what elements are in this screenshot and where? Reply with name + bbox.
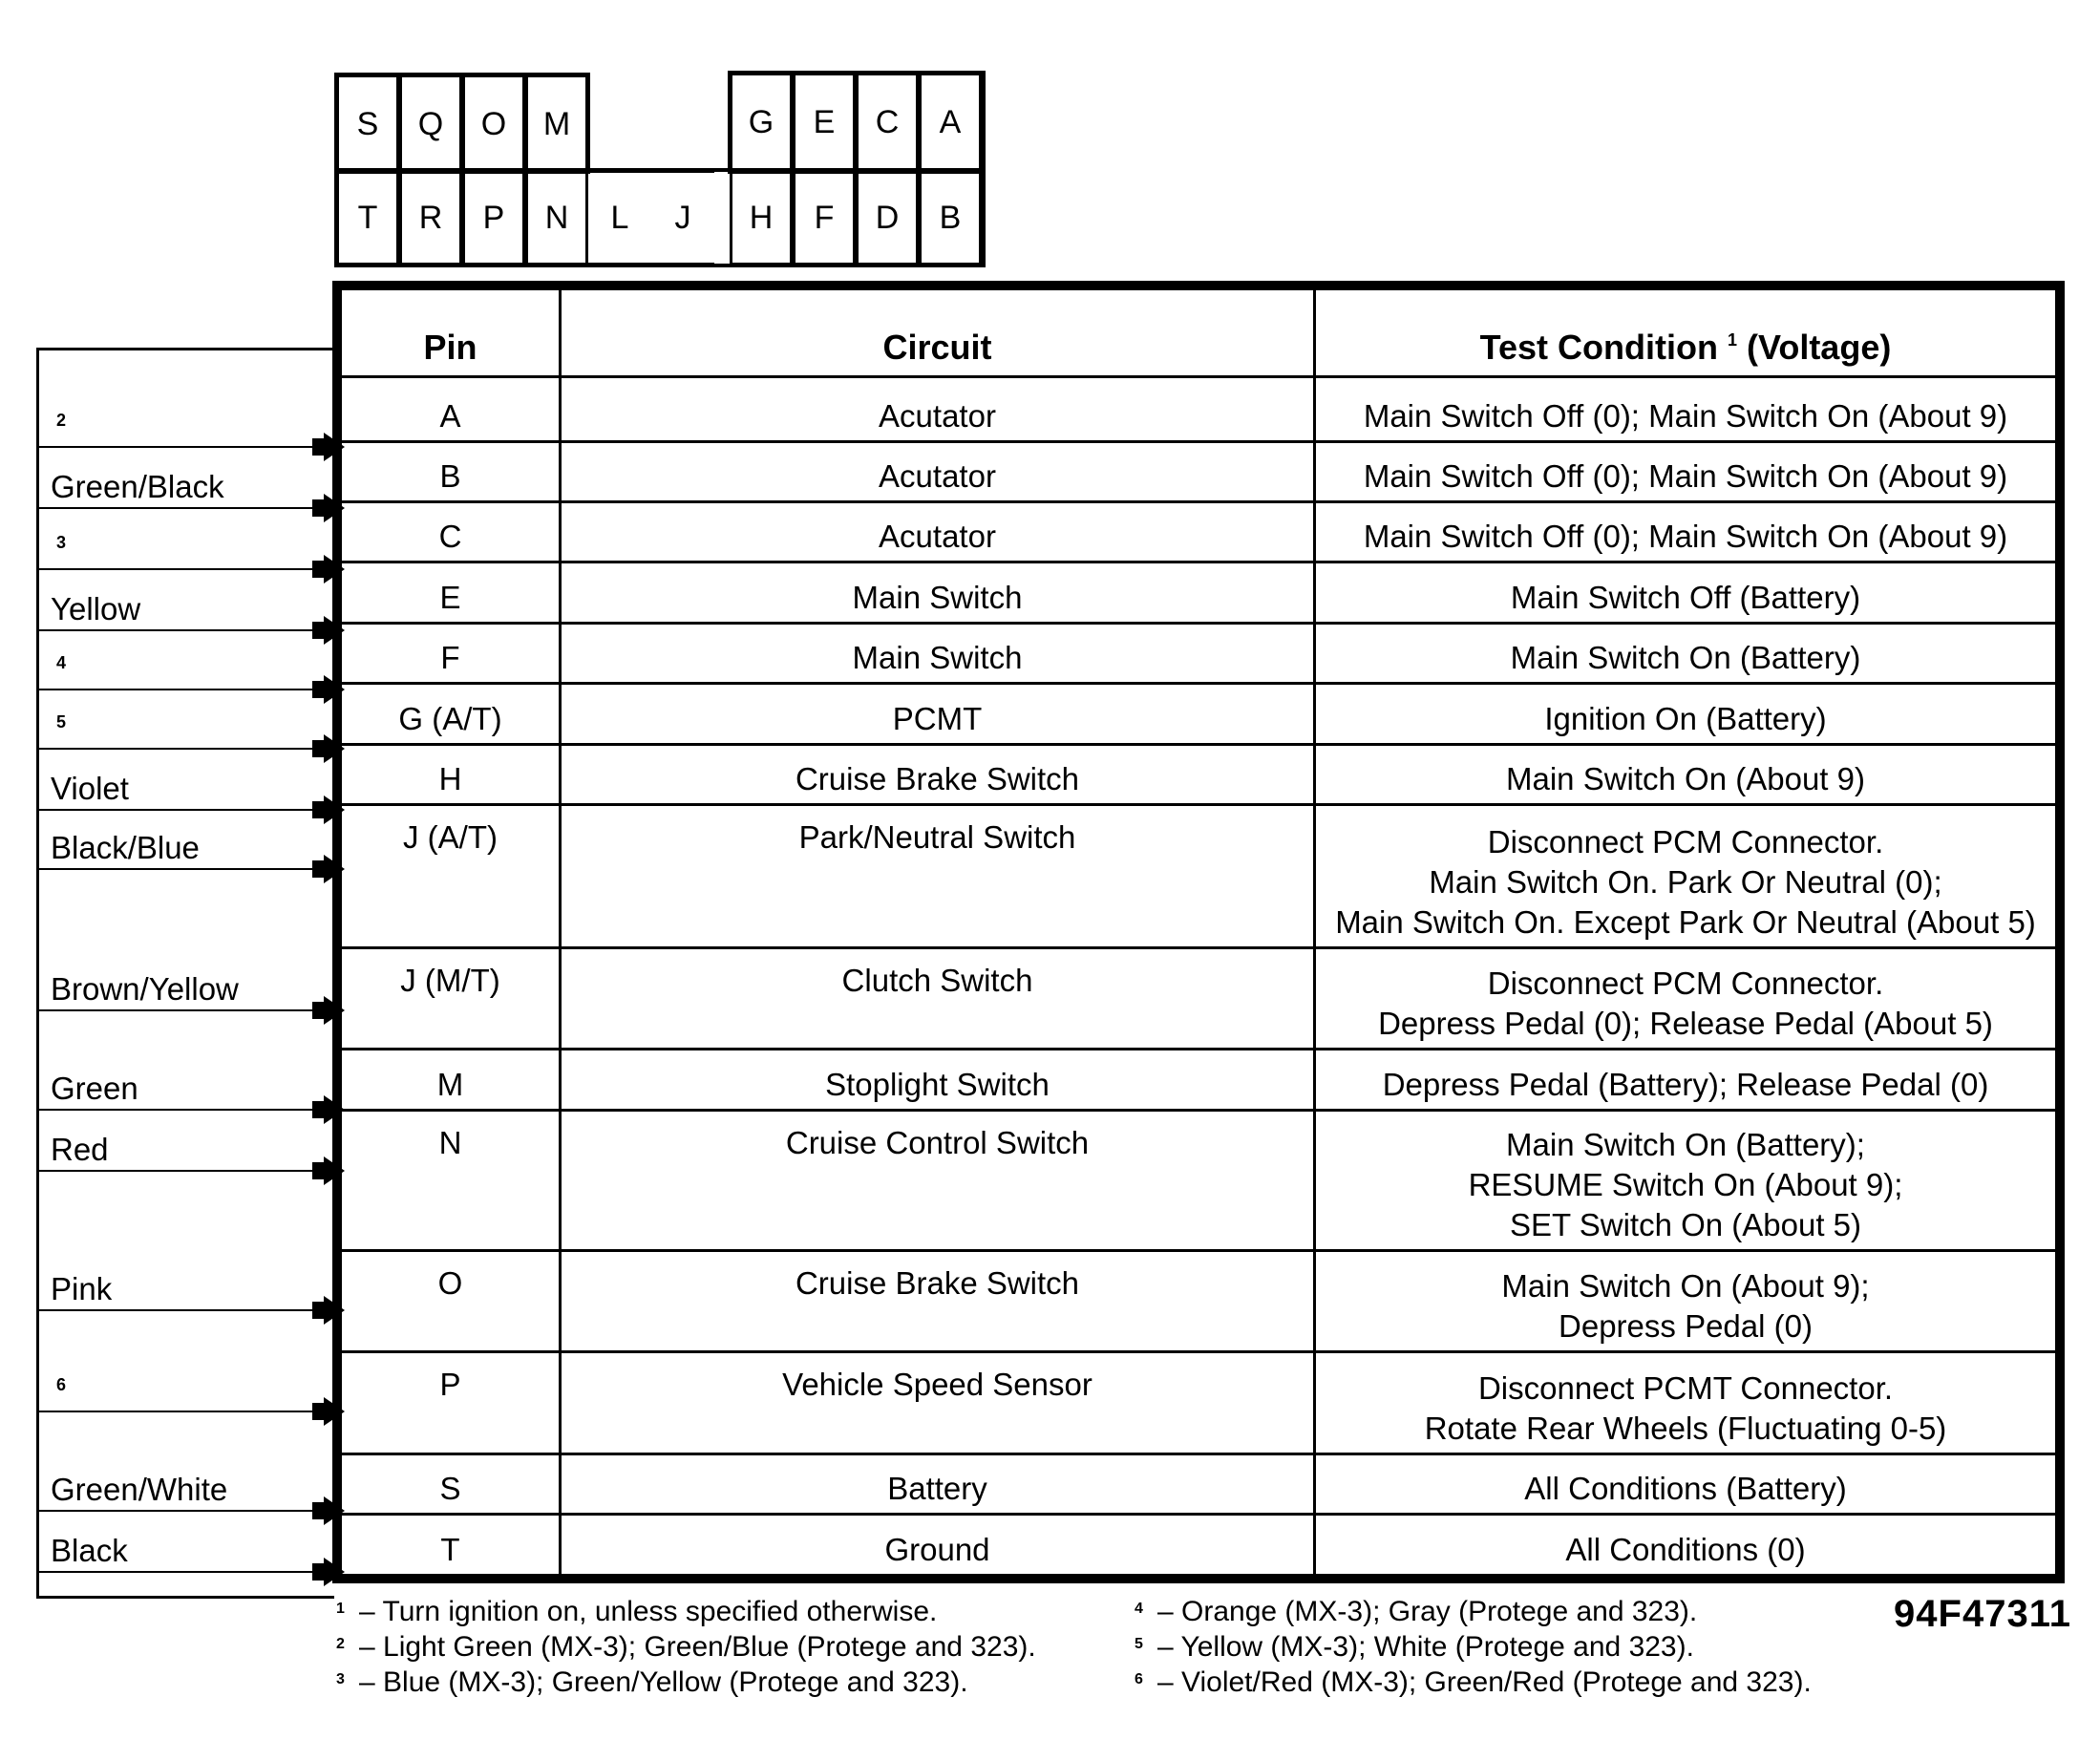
table-row xyxy=(341,562,2057,623)
condition-cell xyxy=(1315,377,2057,442)
table-row xyxy=(341,441,2057,501)
circuit-cell: Stoplight Switch xyxy=(561,1050,1315,1110)
wire-panel xyxy=(36,348,334,1599)
condition-cell xyxy=(1315,1050,2057,1110)
pin-cell: P xyxy=(341,1352,561,1453)
pin-cell: A xyxy=(341,377,561,442)
wire-color-label: Brown/Yellow xyxy=(51,971,239,1007)
condition-cell xyxy=(1315,744,2057,804)
circuit-cell: Acutator xyxy=(561,441,1315,501)
circuit-cell: Vehicle Speed Sensor xyxy=(561,1352,1315,1453)
connector-pin: M xyxy=(525,74,588,174)
condition-line: Main Switch On. Except Park Or Neutral (About 5) xyxy=(1335,903,2036,940)
table-row xyxy=(341,377,2057,442)
table-row xyxy=(341,1251,2057,1352)
table-row xyxy=(341,947,2057,1049)
wire-note-number: 3 xyxy=(56,533,67,552)
condition-cell xyxy=(1315,441,2057,501)
condition-line: Main Switch On (About 9); xyxy=(1501,1268,1870,1305)
connector-pin: S xyxy=(336,74,399,174)
circuit-cell: Cruise Control Switch xyxy=(561,1110,1315,1250)
connector-pin: B xyxy=(919,170,982,265)
pin-cell: J (M/T) xyxy=(341,947,561,1049)
condition-line: Main Switch Off (0); Main Switch On (About 9) xyxy=(1363,458,2008,494)
wire-lead xyxy=(39,1053,335,1111)
connector-pin: J xyxy=(651,170,714,265)
circuit-cell: Ground xyxy=(561,1515,1315,1576)
wire-lead xyxy=(39,954,335,1011)
condition-line: Main Switch Off (0); Main Switch On (About 9) xyxy=(1363,397,2008,434)
wire-note-number: 5 xyxy=(56,712,67,732)
pin-cell: G (A/T) xyxy=(341,684,561,744)
wire-lead xyxy=(39,1454,335,1512)
pin-cell: T xyxy=(341,1515,561,1576)
condition-cell xyxy=(1315,1251,2057,1352)
condition-cell xyxy=(1315,1453,2057,1514)
condition-cell xyxy=(1315,623,2057,683)
wire-lead xyxy=(39,452,335,509)
wire-color-label: Pink xyxy=(51,1271,113,1306)
connector-pin: Q xyxy=(399,74,462,174)
wire-lead xyxy=(39,1114,335,1172)
wire-color-label: Green/Black xyxy=(51,469,224,504)
wire-color-label: Violet xyxy=(51,771,129,806)
circuit-cell: Clutch Switch xyxy=(561,947,1315,1049)
condition-line: Main Switch On (Battery) xyxy=(1510,640,1861,676)
pin-cell: H xyxy=(341,744,561,804)
wire-lead xyxy=(39,513,335,570)
connector-face xyxy=(336,74,993,265)
condition-cell xyxy=(1315,502,2057,562)
condition-line: Main Switch Off (0); Main Switch On (About 9) xyxy=(1363,519,2008,555)
circuit-cell: Acutator xyxy=(561,377,1315,442)
footnote: 6 – Violet/Red (MX-3); Green/Red (Protege and 323). xyxy=(1135,1666,1812,1698)
footnote-ref: 1 xyxy=(1727,330,1737,350)
wire-note-number: 6 xyxy=(56,1375,67,1394)
table-row xyxy=(341,1110,2057,1250)
wire-color-label: Black/Blue xyxy=(51,830,200,865)
footnotes-right xyxy=(1135,1593,1812,1699)
condition-cell xyxy=(1315,805,2057,947)
pin-cell: S xyxy=(341,1453,561,1514)
connector-pin: N xyxy=(525,170,588,265)
pin-cell: J (A/T) xyxy=(341,805,561,947)
table-row xyxy=(341,684,2057,744)
condition-line: Main Switch Off (Battery) xyxy=(1510,579,1861,615)
connector-pin: F xyxy=(793,170,856,265)
circuit-cell: Cruise Brake Switch xyxy=(561,1251,1315,1352)
wire-lead xyxy=(39,692,335,750)
table-row xyxy=(341,1050,2057,1110)
condition-line: SET Switch On (About 5) xyxy=(1509,1207,1862,1243)
circuit-cell: PCMT xyxy=(561,684,1315,744)
connector-pin: C xyxy=(856,73,919,172)
footnote: 1 – Turn ignition on, unless specified otherwise. xyxy=(336,1596,938,1627)
condition-line: Ignition On (Battery) xyxy=(1544,700,1827,736)
table-row xyxy=(341,502,2057,562)
circuit-cell: Acutator xyxy=(561,502,1315,562)
wire-lead xyxy=(39,633,335,690)
condition-line: Disconnect PCM Connector. xyxy=(1487,965,1884,1002)
pin-cell: O xyxy=(341,1251,561,1352)
circuit-cell: Park/Neutral Switch xyxy=(561,805,1315,947)
connector-pin: D xyxy=(856,170,919,265)
pin-cell: C xyxy=(341,502,561,562)
condition-line: Depress Pedal (0); Release Pedal (About 5) xyxy=(1378,1006,1993,1042)
table-row xyxy=(341,805,2057,947)
condition-line: Disconnect PCMT Connector. xyxy=(1477,1369,1894,1406)
wire-lead xyxy=(39,574,335,631)
circuit-cell: Battery xyxy=(561,1453,1315,1514)
footnote: 2 – Light Green (MX-3); Green/Blue (Protege and 323). xyxy=(336,1631,1036,1663)
pin-cell: N xyxy=(341,1110,561,1250)
footnote: 3 – Blue (MX-3); Green/Yellow (Protege and 323). xyxy=(336,1666,968,1698)
footnote: 4 – Orange (MX-3); Gray (Protege and 323). xyxy=(1135,1596,1698,1627)
condition-cell xyxy=(1315,1352,2057,1453)
circuit-cell: Main Switch xyxy=(561,623,1315,683)
condition-line: Depress Pedal (Battery); Release Pedal (0) xyxy=(1382,1066,1989,1102)
condition-line: Rotate Rear Wheels (Fluctuating 0-5) xyxy=(1424,1410,1947,1446)
condition-line: All Conditions (Battery) xyxy=(1524,1471,1847,1507)
footnote: 5 – Yellow (MX-3); White (Protege and 323). xyxy=(1135,1631,1694,1663)
connector-pin: L xyxy=(588,170,651,265)
connector-pin: A xyxy=(919,73,982,172)
connector-pin: T xyxy=(336,170,399,265)
wire-lead xyxy=(39,1516,335,1573)
table-row xyxy=(341,744,2057,804)
condition-line: Main Switch On (About 9) xyxy=(1506,761,1865,797)
pin-cell: E xyxy=(341,562,561,623)
condition-cell xyxy=(1315,1515,2057,1576)
connector-pin: E xyxy=(793,73,856,172)
wire-color-label: Red xyxy=(51,1132,109,1167)
table-row xyxy=(341,1352,2057,1453)
wire-color-label: Green/White xyxy=(51,1472,228,1507)
pin-voltage-table xyxy=(332,281,2065,1583)
connector-outline xyxy=(334,168,986,267)
connector-pin: R xyxy=(399,170,462,265)
condition-cell xyxy=(1315,1110,2057,1250)
figure-id: 94F47311 xyxy=(1894,1593,2071,1635)
wire-lead xyxy=(39,813,335,870)
table-row xyxy=(341,623,2057,683)
connector-pin: O xyxy=(462,74,525,174)
connector-outline xyxy=(334,73,590,174)
condition-line: Main Switch On (Battery); xyxy=(1506,1127,1865,1163)
wire-note-number: 4 xyxy=(56,653,67,672)
wire-color-label: Green xyxy=(51,1071,138,1106)
circuit-cell: Cruise Brake Switch xyxy=(561,744,1315,804)
wire-lead xyxy=(39,1355,335,1412)
condition-line: RESUME Switch On (About 9); xyxy=(1468,1167,1903,1203)
connector-outline xyxy=(728,71,986,174)
wire-note-number: 2 xyxy=(56,411,67,430)
wire-lead xyxy=(39,1254,335,1311)
condition-cell xyxy=(1315,562,2057,623)
wire-lead xyxy=(39,753,335,811)
table-row xyxy=(341,1453,2057,1514)
pin-cell: B xyxy=(341,441,561,501)
condition-line: Disconnect PCM Connector. xyxy=(1487,823,1884,859)
connector-pin: G xyxy=(730,73,793,172)
header-pin: Pin xyxy=(341,289,561,377)
condition-line: All Conditions (0) xyxy=(1565,1532,1806,1567)
pin-cell: F xyxy=(341,623,561,683)
table-row xyxy=(341,1515,2057,1576)
condition-line: Depress Pedal (0) xyxy=(1559,1308,1813,1345)
wire-color-label: Black xyxy=(51,1533,128,1568)
condition-line: Main Switch On. Park Or Neutral (0); xyxy=(1429,863,1942,900)
circuit-cell: Main Switch xyxy=(561,562,1315,623)
pin-cell: M xyxy=(341,1050,561,1110)
header-test-condition: Test Condition $^1$ (Voltage) xyxy=(1315,289,2057,377)
wire-lead xyxy=(39,391,335,448)
condition-cell xyxy=(1315,684,2057,744)
condition-cell xyxy=(1315,947,2057,1049)
footnotes-left xyxy=(336,1593,1036,1699)
header-circuit: Circuit xyxy=(561,289,1315,377)
wire-color-label: Yellow xyxy=(51,591,141,626)
connector-pin: H xyxy=(730,170,793,265)
connector-pin: P xyxy=(462,170,525,265)
